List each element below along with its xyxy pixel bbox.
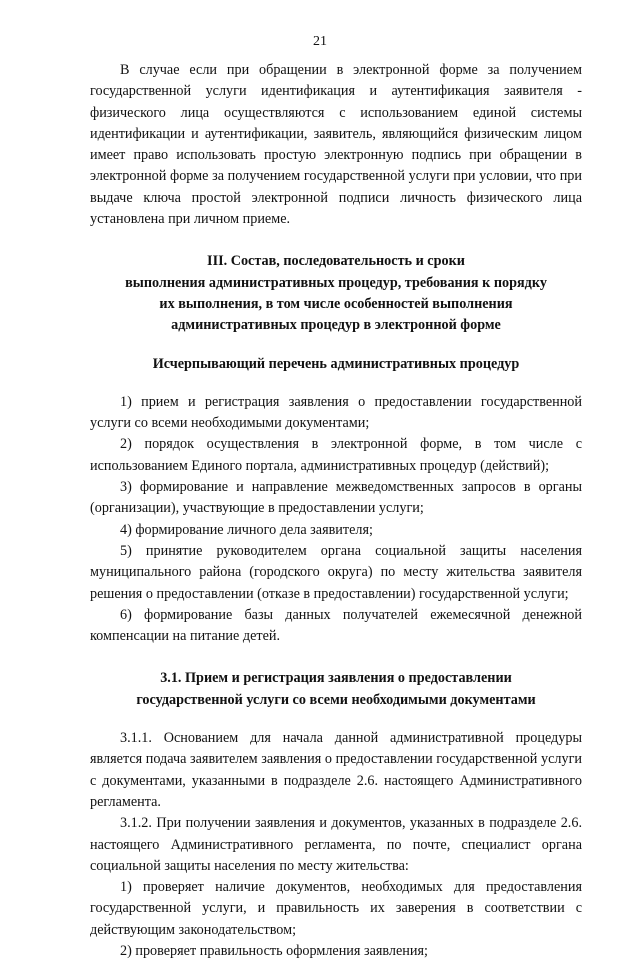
section-3-1-title-line: 3.1. Прием и регистрация заявления о предоставлении <box>160 670 512 687</box>
section-3-title-line: административных процедур в электронной форме <box>171 317 501 334</box>
document-body <box>90 60 582 962</box>
section-3-subtitle: Исчерпывающий перечень административных процедур <box>152 355 520 372</box>
list-item: 6) формирование базы данных получателей ежемесячной денежной компенсации на питание детей. <box>90 606 582 645</box>
paragraph-3-1-2: 3.1.2. При получении заявления и документов, указанных в подразделе 2.6. настоящего Административного регламента, по почте, специалист органа социальной защиты населения по месту жительства: <box>90 815 582 874</box>
list-item: 2) порядок осуществления в электронной форме, в том числе с использованием Единого портала, административных процедур (действий); <box>90 436 582 474</box>
section-3-1-heading <box>90 668 582 711</box>
list-item: 3) формирование и направление межведомственных запросов в органы (организации), участвующие в предоставлении услуги; <box>90 479 582 517</box>
section-3-1-title-line: государственной услуги со всеми необходимыми документами <box>136 691 536 708</box>
intro-paragraph: В случае если при обращении в электронной форме за получением государственной услуги идентификация и аутентификация заявителя - физического лица осуществляются с использованием единой системы идентификации и аутентификации, заявитель, являющийся физическим лицом имеет право использовать простую электронную подпись при обращении в электронной форме за получением государственной услуги при условии, что при выдаче ключа простой электронной подписи личность физического лица установлена при личном приеме. <box>90 62 582 228</box>
section-3-title-line: III. Состав, последовательность и сроки <box>207 253 465 270</box>
paragraph-3-1-1: 3.1.1. Основанием для начала данной административной процедуры является подача заявителем заявления о предоставлении государственной услуги с документами, указанными в подразделе 2.6. настоящего Административного регламента. <box>90 730 582 810</box>
list-item: 5) принятие руководителем органа социальной защиты населения муниципального района (городского округа) по месту жительства заявителя решения о предоставлении (отказе в предоставлении) государственной услуги; <box>90 542 582 602</box>
section-3-heading <box>90 251 582 336</box>
list-item: 4) формирование личного дела заявителя; <box>120 521 373 538</box>
section-3-title-line: их выполнения, в том числе особенностей выполнения <box>159 295 513 312</box>
procedure-list <box>90 392 582 648</box>
list-item: 1) прием и регистрация заявления о предоставлении государственной услуги со всеми необходимыми документами; <box>90 393 582 432</box>
list-item: 1) проверяет наличие документов, необходимых для предоставления государственной услуги, и правильность их заверения в соответствии с действующим законодательством; <box>90 879 582 938</box>
page-number: 21 <box>313 34 327 49</box>
list-item: 2) проверяет правильность оформления заявления; <box>120 942 428 959</box>
section-3-title-line: выполнения административных процедур, требования к порядку <box>125 274 547 291</box>
